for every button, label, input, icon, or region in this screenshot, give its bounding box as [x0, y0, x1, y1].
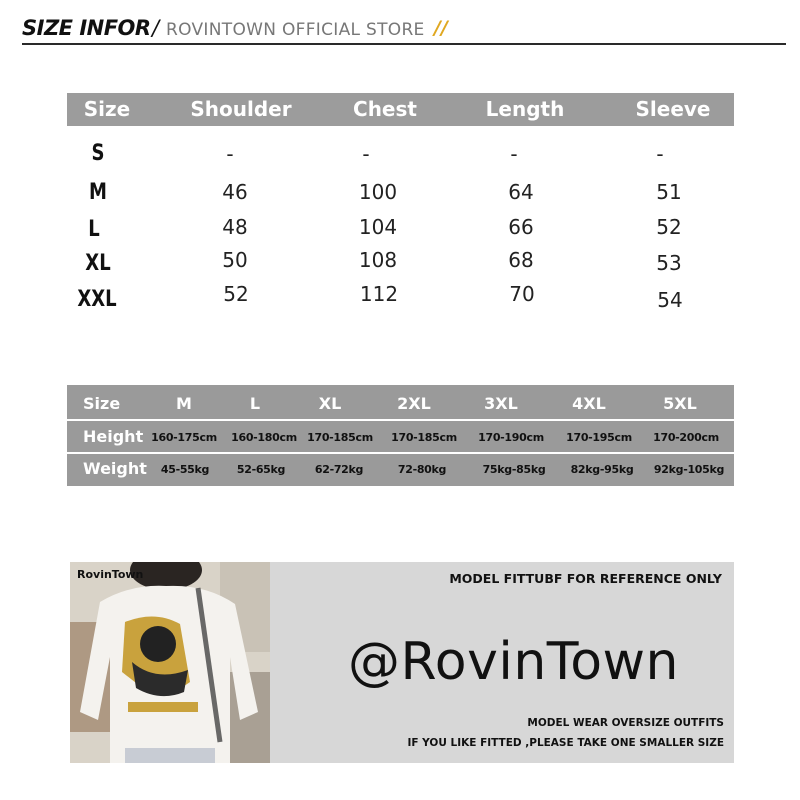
cell-length: 68	[508, 248, 534, 272]
col-size: Size	[83, 97, 131, 121]
col-chest: Chest	[353, 97, 417, 121]
col-length: Length	[485, 97, 565, 121]
fit-table	[67, 385, 734, 486]
fit-size: 5XL	[663, 394, 697, 413]
header-divider	[22, 43, 786, 45]
row-divider	[67, 419, 734, 421]
weight-value: 62-72kg	[314, 463, 364, 476]
weight-value: 82kg-95kg	[570, 463, 634, 476]
height-value: 170-185cm	[307, 431, 373, 444]
weight-value: 75kg-85kg	[482, 463, 546, 476]
row-divider	[67, 452, 734, 454]
cell-length: 66	[508, 215, 534, 239]
cell-chest: 100	[358, 180, 398, 204]
fit-size: M	[176, 394, 192, 413]
row-size: XXL	[77, 287, 117, 312]
height-value: 170-185cm	[391, 431, 457, 444]
fit-size: 4XL	[572, 394, 606, 413]
cell-sleeve: 52	[656, 215, 682, 239]
cell-shoulder: -	[226, 142, 234, 166]
cell-length: 64	[508, 180, 534, 204]
fit-size: 3XL	[484, 394, 518, 413]
height-value: 170-195cm	[566, 431, 632, 444]
cell-chest: -	[362, 142, 370, 166]
cell-shoulder: 46	[222, 180, 248, 204]
fit-size: L	[249, 394, 261, 413]
col-shoulder: Shoulder	[190, 97, 292, 121]
height-value: 170-190cm	[478, 431, 544, 444]
model-info-panel	[270, 562, 734, 763]
cell-chest: 108	[358, 248, 398, 272]
photo-brand-tag: RovinTown	[77, 568, 144, 581]
height-value: 160-175cm	[151, 431, 217, 444]
header-slash: /	[152, 16, 160, 40]
cell-sleeve: 54	[657, 288, 683, 312]
row-size: S	[91, 141, 105, 166]
cell-chest: 112	[359, 282, 399, 306]
col-sleeve: Sleeve	[635, 97, 711, 121]
cell-length: -	[510, 142, 518, 166]
weight-value: 52-65kg	[236, 463, 286, 476]
fit-size: XL	[318, 394, 342, 413]
cell-sleeve: 53	[656, 251, 682, 275]
page-header	[22, 14, 786, 46]
model-photo	[70, 562, 270, 763]
row-size: L	[88, 217, 100, 242]
cell-shoulder: 50	[222, 248, 248, 272]
row-size: XL	[85, 251, 111, 276]
height-value: 170-200cm	[653, 431, 719, 444]
cell-sleeve: -	[656, 142, 664, 166]
cell-shoulder: 52	[223, 282, 249, 306]
oversize-note: MODEL WEAR OVERSIZE OUTFITS	[527, 717, 724, 729]
row-size: M	[89, 180, 107, 205]
store-name: ROVINTOWN OFFICIAL STORE	[166, 20, 425, 40]
cell-chest: 104	[358, 215, 398, 239]
weight-value: 45-55kg	[160, 463, 210, 476]
header-title: SIZE INFOR	[22, 16, 151, 40]
weight-label: Weight	[83, 459, 147, 478]
garment-table-header	[67, 93, 734, 126]
weight-value: 72-80kg	[397, 463, 447, 476]
fit-reference-note: MODEL FITTUBF FOR REFERENCE ONLY	[449, 571, 722, 586]
accent-mark: //	[434, 17, 448, 39]
fit-size-label: Size	[83, 394, 121, 413]
brand-handle: @RovinTown	[348, 632, 680, 692]
cell-shoulder: 48	[222, 215, 248, 239]
weight-value: 92kg-105kg	[653, 463, 725, 476]
height-value: 160-180cm	[231, 431, 297, 444]
fit-size: 2XL	[397, 394, 431, 413]
height-label: Height	[83, 427, 144, 446]
size-advice-note: IF YOU LIKE FITTED ,PLEASE TAKE ONE SMALLER SIZE	[407, 737, 724, 749]
model-illustration	[70, 562, 270, 763]
cell-sleeve: 51	[656, 180, 682, 204]
cell-length: 70	[509, 282, 535, 306]
